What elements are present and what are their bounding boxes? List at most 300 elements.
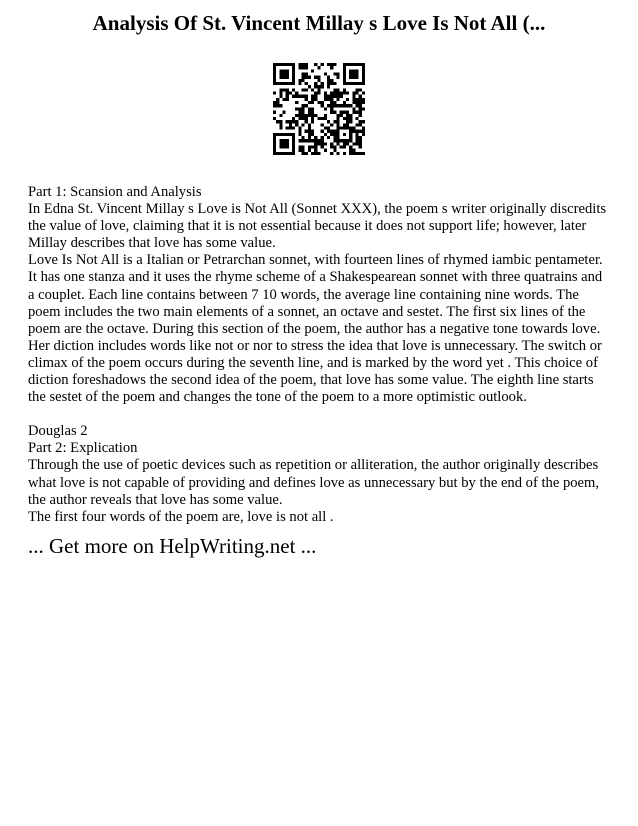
body-paragraph: The first four words of the poem are, love is not all . xyxy=(28,508,334,525)
qr-module xyxy=(362,76,365,79)
qr-module xyxy=(324,117,327,120)
qr-module xyxy=(355,139,358,142)
qr-module xyxy=(302,76,305,79)
qr-module xyxy=(279,126,282,129)
qr-module xyxy=(276,152,279,155)
qr-module xyxy=(298,107,301,110)
qr-module xyxy=(330,111,333,114)
qr-module xyxy=(343,145,346,148)
qr-module xyxy=(330,133,333,136)
qr-module xyxy=(340,95,343,98)
qr-module xyxy=(359,95,362,98)
qr-module xyxy=(317,88,320,91)
qr-module xyxy=(359,107,362,110)
qr-module xyxy=(283,69,286,72)
qr-module xyxy=(308,123,311,126)
qr-module xyxy=(308,139,311,142)
qr-module xyxy=(343,126,346,129)
qr-module xyxy=(292,120,295,123)
qr-module xyxy=(302,123,305,126)
qr-module xyxy=(305,117,308,120)
qr-module xyxy=(279,120,282,123)
qr-module xyxy=(340,104,343,107)
qr-module xyxy=(355,101,358,104)
qr-module xyxy=(355,130,358,133)
qr-module xyxy=(295,114,298,117)
qr-module xyxy=(330,152,333,155)
section-heading-part-1: Part 1: Scansion and Analysis xyxy=(28,184,202,200)
qr-module xyxy=(298,133,301,136)
qr-module xyxy=(355,98,358,101)
qr-module xyxy=(343,76,346,79)
qr-module xyxy=(292,76,295,79)
qr-module xyxy=(283,142,286,145)
qr-module xyxy=(327,104,330,107)
qr-module xyxy=(346,98,349,101)
qr-module xyxy=(314,92,317,95)
qr-module xyxy=(324,126,327,129)
qr-module xyxy=(343,133,346,136)
qr-module xyxy=(311,101,314,104)
qr-module xyxy=(352,107,355,110)
qr-module xyxy=(273,76,276,79)
qr-module xyxy=(359,145,362,148)
qr-module xyxy=(279,73,282,76)
qr-module xyxy=(286,76,289,79)
qr-module xyxy=(352,101,355,104)
qr-module xyxy=(302,107,305,110)
qr-module xyxy=(321,101,324,104)
qr-module xyxy=(286,82,289,85)
qr-module xyxy=(336,120,339,123)
qr-module xyxy=(355,76,358,79)
qr-module xyxy=(336,133,339,136)
qr-module xyxy=(327,126,330,129)
qr-module xyxy=(355,123,358,126)
qr-module xyxy=(349,130,352,133)
qr-module xyxy=(279,114,282,117)
qr-module xyxy=(279,139,282,142)
qr-module xyxy=(273,69,276,72)
qr-module xyxy=(302,66,305,69)
qr-module xyxy=(273,82,276,85)
qr-module xyxy=(314,149,317,152)
qr-module xyxy=(276,120,279,123)
qr-module xyxy=(311,107,314,110)
qr-module xyxy=(355,82,358,85)
qr-module xyxy=(352,73,355,76)
qr-module xyxy=(286,69,289,72)
qr-module xyxy=(340,111,343,114)
qr-module xyxy=(289,123,292,126)
qr-module xyxy=(324,133,327,136)
qr-module xyxy=(308,101,311,104)
qr-module xyxy=(346,104,349,107)
qr-module xyxy=(346,92,349,95)
qr-module xyxy=(298,130,301,133)
qr-module xyxy=(298,145,301,148)
qr-module xyxy=(321,123,324,126)
qr-module xyxy=(276,133,279,136)
qr-module xyxy=(355,142,358,145)
qr-module xyxy=(283,98,286,101)
qr-module xyxy=(349,104,352,107)
qr-module xyxy=(352,126,355,129)
qr-module xyxy=(292,79,295,82)
qr-module xyxy=(336,95,339,98)
qr-module xyxy=(330,101,333,104)
qr-module xyxy=(336,130,339,133)
qr-module xyxy=(324,73,327,76)
qr-module xyxy=(298,95,301,98)
qr-module xyxy=(333,149,336,152)
qr-module xyxy=(305,66,308,69)
qr-module xyxy=(317,139,320,142)
qr-module xyxy=(305,139,308,142)
qr-module xyxy=(343,66,346,69)
qr-module xyxy=(362,92,365,95)
qr-module xyxy=(362,126,365,129)
qr-module xyxy=(305,82,308,85)
qr-module xyxy=(283,63,286,66)
qr-module xyxy=(343,92,346,95)
qr-module xyxy=(359,114,362,117)
qr-module xyxy=(321,145,324,148)
qr-module xyxy=(298,126,301,129)
qr-module xyxy=(273,139,276,142)
qr-module xyxy=(355,111,358,114)
qr-module xyxy=(343,63,346,66)
qr-module xyxy=(317,76,320,79)
qr-module xyxy=(346,120,349,123)
qr-module xyxy=(343,111,346,114)
qr-module xyxy=(273,145,276,148)
qr-module xyxy=(317,152,320,155)
get-more-link[interactable]: ... Get more on HelpWriting.net ... xyxy=(28,534,317,558)
qr-module xyxy=(314,82,317,85)
qr-module xyxy=(336,92,339,95)
qr-module xyxy=(321,117,324,120)
qr-module xyxy=(283,139,286,142)
qr-module xyxy=(349,73,352,76)
qr-module xyxy=(308,111,311,114)
qr-module xyxy=(321,104,324,107)
qr-module xyxy=(298,63,301,66)
qr-module xyxy=(308,130,311,133)
qr-module xyxy=(333,111,336,114)
qr-module xyxy=(352,92,355,95)
qr-module xyxy=(336,142,339,145)
qr-module xyxy=(359,120,362,123)
qr-module xyxy=(336,126,339,129)
qr-module xyxy=(292,142,295,145)
qr-module xyxy=(305,98,308,101)
qr-module xyxy=(336,73,339,76)
qr-module xyxy=(362,63,365,66)
qr-module xyxy=(355,92,358,95)
qr-module xyxy=(321,130,324,133)
qr-module xyxy=(314,152,317,155)
qr-module xyxy=(311,120,314,123)
qr-module xyxy=(273,73,276,76)
qr-module xyxy=(321,63,324,66)
qr-module xyxy=(308,149,311,152)
qr-module xyxy=(273,66,276,69)
qr-module xyxy=(324,107,327,110)
qr-module xyxy=(286,133,289,136)
qr-module xyxy=(314,85,317,88)
qr-module xyxy=(359,82,362,85)
qr-module xyxy=(349,145,352,148)
qr-module xyxy=(355,133,358,136)
qr-module xyxy=(333,101,336,104)
qr-module xyxy=(311,69,314,72)
qr-module xyxy=(314,63,317,66)
qr-module xyxy=(286,98,289,101)
qr-module xyxy=(336,114,339,117)
qr-module xyxy=(292,73,295,76)
qr-module xyxy=(279,95,282,98)
qr-module xyxy=(330,107,333,110)
qr-module xyxy=(359,142,362,145)
qr-module xyxy=(327,95,330,98)
qr-module xyxy=(289,152,292,155)
qr-module xyxy=(311,130,314,133)
qr-module xyxy=(273,92,276,95)
qr-module xyxy=(286,145,289,148)
qr-module xyxy=(355,152,358,155)
qr-module xyxy=(327,85,330,88)
qr-module xyxy=(343,152,346,155)
qr-module xyxy=(298,79,301,82)
qr-module xyxy=(352,76,355,79)
qr-module xyxy=(314,95,317,98)
section-heading-part-2: Part 2: Explication xyxy=(28,440,138,457)
qr-module xyxy=(336,104,339,107)
qr-module xyxy=(317,142,320,145)
qr-module xyxy=(292,88,295,91)
qr-module xyxy=(305,114,308,117)
qr-module xyxy=(336,76,339,79)
qr-module xyxy=(324,95,327,98)
qr-module xyxy=(317,101,320,104)
qr-module xyxy=(279,142,282,145)
qr-module xyxy=(346,111,349,114)
qr-module xyxy=(362,79,365,82)
qr-module xyxy=(343,123,346,126)
qr-module xyxy=(292,63,295,66)
qr-module xyxy=(343,104,346,107)
qr-module xyxy=(349,69,352,72)
qr-module xyxy=(305,130,308,133)
qr-module xyxy=(292,139,295,142)
qr-module xyxy=(289,120,292,123)
qr-module xyxy=(349,136,352,139)
qr-module xyxy=(359,63,362,66)
qr-module xyxy=(292,149,295,152)
page-title: Analysis Of St. Vincent Millay s Love Is Not All (... xyxy=(92,11,546,35)
qr-module xyxy=(327,136,330,139)
qr-module xyxy=(305,73,308,76)
qr-module xyxy=(298,139,301,142)
qr-module xyxy=(336,117,339,120)
qr-module xyxy=(283,152,286,155)
qr-module xyxy=(333,145,336,148)
qr-module xyxy=(349,63,352,66)
qr-module xyxy=(355,104,358,107)
qr-module xyxy=(352,152,355,155)
qr-module xyxy=(333,92,336,95)
qr-module xyxy=(308,126,311,129)
qr-module xyxy=(330,66,333,69)
qr-module xyxy=(279,63,282,66)
qr-module xyxy=(305,104,308,107)
qr-module xyxy=(279,76,282,79)
qr-module xyxy=(355,69,358,72)
qr-module xyxy=(289,92,292,95)
qr-module xyxy=(349,152,352,155)
qr-module xyxy=(349,76,352,79)
qr-module xyxy=(292,66,295,69)
qr-module xyxy=(349,139,352,142)
qr-module xyxy=(333,136,336,139)
qr-module xyxy=(336,88,339,91)
qr-module xyxy=(311,88,314,91)
qr-module xyxy=(324,98,327,101)
qr-module xyxy=(349,133,352,136)
qr-module xyxy=(355,73,358,76)
qr-module xyxy=(359,104,362,107)
qr-module xyxy=(289,63,292,66)
qr-module xyxy=(302,152,305,155)
qr-module xyxy=(343,142,346,145)
qr-module xyxy=(302,73,305,76)
qr-module xyxy=(330,82,333,85)
qr-module xyxy=(346,139,349,142)
qr-module xyxy=(330,130,333,133)
qr-module xyxy=(295,95,298,98)
qr-module xyxy=(283,133,286,136)
qr-module xyxy=(302,117,305,120)
qr-module xyxy=(276,101,279,104)
qr-module xyxy=(336,152,339,155)
qr-module xyxy=(349,149,352,152)
qr-module xyxy=(346,82,349,85)
qr-module xyxy=(321,139,324,142)
qr-module xyxy=(330,142,333,145)
qr-module xyxy=(279,82,282,85)
qr-module xyxy=(343,139,346,142)
body-paragraph: Through the use of poetic devices such as repetition or alliteration, the author originally describes what love is not capable of providing and defines love as unnecessary but by the end of the poem, the author reveals that love has some value. xyxy=(28,457,600,508)
qr-module xyxy=(324,149,327,152)
qr-module xyxy=(305,95,308,98)
qr-module xyxy=(330,95,333,98)
qr-module xyxy=(321,82,324,85)
qr-module xyxy=(362,101,365,104)
qr-module xyxy=(359,111,362,114)
qr-module xyxy=(359,130,362,133)
qr-module xyxy=(289,133,292,136)
qr-module xyxy=(311,111,314,114)
qr-module xyxy=(292,152,295,155)
qr-module xyxy=(327,82,330,85)
qr-module xyxy=(327,76,330,79)
qr-module xyxy=(343,73,346,76)
qr-module xyxy=(273,133,276,136)
qr-module xyxy=(343,101,346,104)
qr-module xyxy=(298,111,301,114)
qr-module xyxy=(352,130,355,133)
qr-module xyxy=(314,142,317,145)
qr-module xyxy=(311,114,314,117)
qr-module xyxy=(302,136,305,139)
qr-module xyxy=(302,111,305,114)
qr-module xyxy=(302,95,305,98)
qr-module xyxy=(327,130,330,133)
qr-module xyxy=(362,69,365,72)
qr-module xyxy=(362,73,365,76)
document-body xyxy=(28,184,612,526)
qr-module xyxy=(286,92,289,95)
qr-module xyxy=(317,79,320,82)
qr-module xyxy=(352,149,355,152)
qr-module xyxy=(302,149,305,152)
qr-module xyxy=(359,139,362,142)
qr-module xyxy=(311,117,314,120)
qr-module xyxy=(352,69,355,72)
qr-module xyxy=(362,66,365,69)
qr-module xyxy=(283,76,286,79)
qr-module xyxy=(286,95,289,98)
qr-module xyxy=(302,88,305,91)
qr-module xyxy=(327,98,330,101)
qr-module xyxy=(330,123,333,126)
qr-module xyxy=(298,149,301,152)
qr-module xyxy=(352,142,355,145)
qr-module xyxy=(279,69,282,72)
qr-module xyxy=(292,69,295,72)
qr-module xyxy=(343,82,346,85)
qr-module xyxy=(273,152,276,155)
qr-module xyxy=(305,63,308,66)
qr-module xyxy=(311,139,314,142)
qr-module xyxy=(305,152,308,155)
qr-module xyxy=(346,63,349,66)
qr-module xyxy=(349,82,352,85)
qr-module xyxy=(295,92,298,95)
qr-module xyxy=(279,145,282,148)
qr-module xyxy=(292,82,295,85)
qr-module xyxy=(340,114,343,117)
qr-module xyxy=(324,92,327,95)
qr-module xyxy=(333,63,336,66)
qr-module xyxy=(336,139,339,142)
qr-module xyxy=(295,107,298,110)
qr-module xyxy=(321,85,324,88)
qr-module xyxy=(302,104,305,107)
qr-module xyxy=(333,133,336,136)
qr-module xyxy=(349,120,352,123)
qr-module xyxy=(362,152,365,155)
paragraph-gap xyxy=(28,406,612,423)
qr-module xyxy=(330,98,333,101)
qr-module xyxy=(333,104,336,107)
qr-module xyxy=(340,145,343,148)
qr-module xyxy=(340,92,343,95)
qr-module xyxy=(327,63,330,66)
qr-module xyxy=(298,66,301,69)
qr-module xyxy=(295,123,298,126)
